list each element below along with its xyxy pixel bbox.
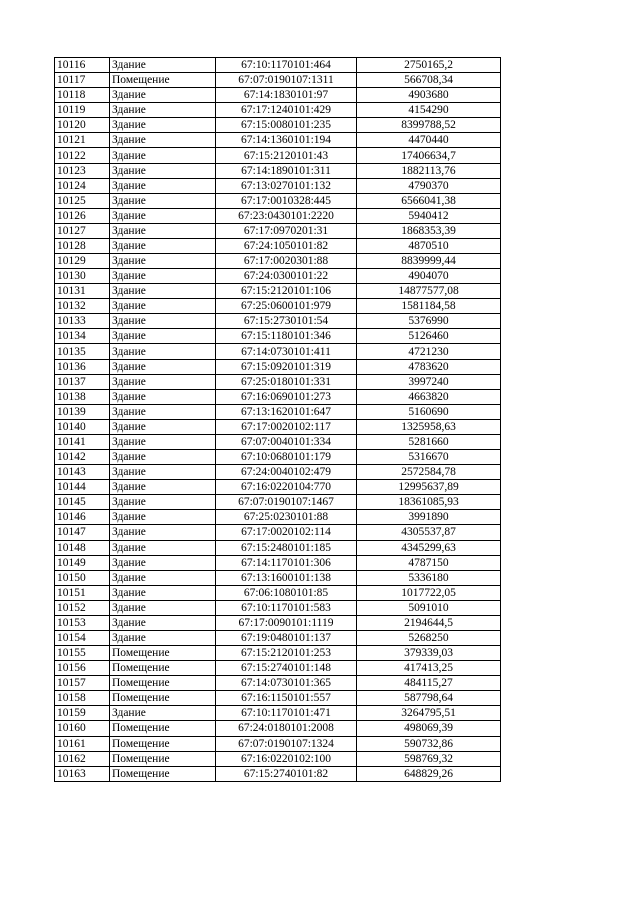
cadastral-value-cell: 5268250 <box>357 630 501 645</box>
cadastral-number-cell: 67:17:0970201:31 <box>216 223 357 238</box>
table-row <box>55 691 501 706</box>
cadastral-value-cell: 12995637,89 <box>357 480 501 495</box>
cadastral-value-cell: 590732,86 <box>357 736 501 751</box>
object-type-cell: Здание <box>110 706 216 721</box>
row-number-cell: 10132 <box>55 299 110 314</box>
cadastral-value-cell: 566708,34 <box>357 73 501 88</box>
row-number-cell: 10119 <box>55 103 110 118</box>
table-row <box>55 223 501 238</box>
table-row <box>55 721 501 736</box>
cadastral-value-cell: 4787150 <box>357 555 501 570</box>
row-number-cell: 10117 <box>55 73 110 88</box>
cadastral-value-cell: 6566041,38 <box>357 193 501 208</box>
cadastral-number-cell: 67:10:1170101:464 <box>216 58 357 73</box>
cadastral-number-cell: 67:17:0010328:445 <box>216 193 357 208</box>
cadastral-number-cell: 67:14:1890101:311 <box>216 163 357 178</box>
table-row <box>55 465 501 480</box>
table-row <box>55 163 501 178</box>
registry-table-body <box>55 58 501 782</box>
row-number-cell: 10163 <box>55 766 110 781</box>
cadastral-number-cell: 67:15:2730101:54 <box>216 314 357 329</box>
cadastral-value-cell: 4663820 <box>357 389 501 404</box>
cadastral-number-cell: 67:17:0090101:1119 <box>216 615 357 630</box>
table-row <box>55 389 501 404</box>
cadastral-number-cell: 67:24:1050101:82 <box>216 238 357 253</box>
row-number-cell: 10130 <box>55 269 110 284</box>
cadastral-value-cell: 587798,64 <box>357 691 501 706</box>
object-type-cell: Здание <box>110 223 216 238</box>
row-number-cell: 10140 <box>55 419 110 434</box>
cadastral-value-cell: 417413,25 <box>357 661 501 676</box>
object-type-cell: Здание <box>110 465 216 480</box>
row-number-cell: 10126 <box>55 208 110 223</box>
row-number-cell: 10127 <box>55 223 110 238</box>
cadastral-value-cell: 5126460 <box>357 329 501 344</box>
cadastral-number-cell: 67:15:2740101:148 <box>216 661 357 676</box>
object-type-cell: Здание <box>110 510 216 525</box>
row-number-cell: 10146 <box>55 510 110 525</box>
cadastral-number-cell: 67:15:0080101:235 <box>216 118 357 133</box>
cadastral-value-cell: 4721230 <box>357 344 501 359</box>
object-type-cell: Здание <box>110 133 216 148</box>
table-row <box>55 329 501 344</box>
row-number-cell: 10120 <box>55 118 110 133</box>
cadastral-value-cell: 2194644,5 <box>357 615 501 630</box>
cadastral-number-cell: 67:14:0730101:411 <box>216 344 357 359</box>
cadastral-value-cell: 498069,39 <box>357 721 501 736</box>
object-type-cell: Здание <box>110 450 216 465</box>
row-number-cell: 10125 <box>55 193 110 208</box>
cadastral-value-cell: 379339,03 <box>357 646 501 661</box>
table-row <box>55 299 501 314</box>
cadastral-number-cell: 67:06:1080101:85 <box>216 585 357 600</box>
cadastral-number-cell: 67:24:0180101:2008 <box>216 721 357 736</box>
cadastral-value-cell: 14877577,08 <box>357 284 501 299</box>
object-type-cell: Здание <box>110 630 216 645</box>
table-row <box>55 178 501 193</box>
row-number-cell: 10141 <box>55 434 110 449</box>
table-row <box>55 284 501 299</box>
row-number-cell: 10138 <box>55 389 110 404</box>
row-number-cell: 10129 <box>55 254 110 269</box>
row-number-cell: 10134 <box>55 329 110 344</box>
object-type-cell: Здание <box>110 434 216 449</box>
cadastral-value-cell: 4345299,63 <box>357 540 501 555</box>
row-number-cell: 10135 <box>55 344 110 359</box>
row-number-cell: 10149 <box>55 555 110 570</box>
object-type-cell: Здание <box>110 389 216 404</box>
cadastral-number-cell: 67:16:1150101:557 <box>216 691 357 706</box>
cadastral-value-cell: 4904070 <box>357 269 501 284</box>
table-row <box>55 344 501 359</box>
object-type-cell: Здание <box>110 344 216 359</box>
object-type-cell: Здание <box>110 600 216 615</box>
cadastral-value-cell: 5091010 <box>357 600 501 615</box>
row-number-cell: 10150 <box>55 570 110 585</box>
object-type-cell: Здание <box>110 88 216 103</box>
object-type-cell: Помещение <box>110 691 216 706</box>
cadastral-number-cell: 67:10:1170101:471 <box>216 706 357 721</box>
object-type-cell: Здание <box>110 178 216 193</box>
row-number-cell: 10128 <box>55 238 110 253</box>
cadastral-value-cell: 1017722,05 <box>357 585 501 600</box>
row-number-cell: 10122 <box>55 148 110 163</box>
cadastral-number-cell: 67:25:0230101:88 <box>216 510 357 525</box>
row-number-cell: 10152 <box>55 600 110 615</box>
table-row <box>55 434 501 449</box>
object-type-cell: Здание <box>110 314 216 329</box>
object-type-cell: Помещение <box>110 646 216 661</box>
row-number-cell: 10137 <box>55 374 110 389</box>
cadastral-value-cell: 5316670 <box>357 450 501 465</box>
row-number-cell: 10142 <box>55 450 110 465</box>
table-row <box>55 646 501 661</box>
table-row <box>55 525 501 540</box>
cadastral-number-cell: 67:13:1620101:647 <box>216 404 357 419</box>
row-number-cell: 10157 <box>55 676 110 691</box>
row-number-cell: 10123 <box>55 163 110 178</box>
object-type-cell: Здание <box>110 525 216 540</box>
object-type-cell: Здание <box>110 238 216 253</box>
table-row <box>55 103 501 118</box>
table-row <box>55 570 501 585</box>
cadastral-value-cell: 648829,26 <box>357 766 501 781</box>
cadastral-value-cell: 5940412 <box>357 208 501 223</box>
cadastral-value-cell: 4783620 <box>357 359 501 374</box>
cadastral-number-cell: 67:19:0480101:137 <box>216 630 357 645</box>
cadastral-number-cell: 67:15:1180101:346 <box>216 329 357 344</box>
cadastral-number-cell: 67:23:0430101:2220 <box>216 208 357 223</box>
cadastral-number-cell: 67:10:0680101:179 <box>216 450 357 465</box>
object-type-cell: Здание <box>110 208 216 223</box>
row-number-cell: 10131 <box>55 284 110 299</box>
table-row <box>55 88 501 103</box>
cadastral-number-cell: 67:16:0690101:273 <box>216 389 357 404</box>
row-number-cell: 10133 <box>55 314 110 329</box>
row-number-cell: 10158 <box>55 691 110 706</box>
table-row <box>55 585 501 600</box>
table-row <box>55 404 501 419</box>
row-number-cell: 10143 <box>55 465 110 480</box>
cadastral-value-cell: 18361085,93 <box>357 495 501 510</box>
cadastral-value-cell: 1868353,39 <box>357 223 501 238</box>
object-type-cell: Здание <box>110 254 216 269</box>
table-row <box>55 495 501 510</box>
cadastral-value-cell: 8839999,44 <box>357 254 501 269</box>
cadastral-value-cell: 4790370 <box>357 178 501 193</box>
row-number-cell: 10121 <box>55 133 110 148</box>
object-type-cell: Здание <box>110 480 216 495</box>
table-row <box>55 419 501 434</box>
cadastral-value-cell: 484115,27 <box>357 676 501 691</box>
table-row <box>55 630 501 645</box>
row-number-cell: 10118 <box>55 88 110 103</box>
cadastral-number-cell: 67:25:0180101:331 <box>216 374 357 389</box>
row-number-cell: 10145 <box>55 495 110 510</box>
cadastral-number-cell: 67:16:0220104:770 <box>216 480 357 495</box>
object-type-cell: Здание <box>110 404 216 419</box>
object-type-cell: Здание <box>110 269 216 284</box>
table-row <box>55 73 501 88</box>
cadastral-value-cell: 5376990 <box>357 314 501 329</box>
object-type-cell: Здание <box>110 555 216 570</box>
cadastral-value-cell: 5281660 <box>357 434 501 449</box>
cadastral-number-cell: 67:14:0730101:365 <box>216 676 357 691</box>
object-type-cell: Здание <box>110 284 216 299</box>
cadastral-value-cell: 2750165,2 <box>357 58 501 73</box>
object-type-cell: Здание <box>110 58 216 73</box>
table-row <box>55 58 501 73</box>
object-type-cell: Здание <box>110 615 216 630</box>
cadastral-number-cell: 67:15:2120101:106 <box>216 284 357 299</box>
object-type-cell: Помещение <box>110 751 216 766</box>
cadastral-number-cell: 67:15:0920101:319 <box>216 359 357 374</box>
cadastral-value-cell: 2572584,78 <box>357 465 501 480</box>
cadastral-number-cell: 67:07:0190107:1324 <box>216 736 357 751</box>
table-row <box>55 193 501 208</box>
cadastral-number-cell: 67:14:1360101:194 <box>216 133 357 148</box>
table-row <box>55 510 501 525</box>
table-row <box>55 540 501 555</box>
registry-table <box>54 57 501 782</box>
object-type-cell: Здание <box>110 163 216 178</box>
table-row <box>55 118 501 133</box>
table-row <box>55 766 501 781</box>
cadastral-value-cell: 3264795,51 <box>357 706 501 721</box>
cadastral-number-cell: 67:07:0190107:1467 <box>216 495 357 510</box>
table-row <box>55 208 501 223</box>
table-row <box>55 148 501 163</box>
row-number-cell: 10136 <box>55 359 110 374</box>
row-number-cell: 10144 <box>55 480 110 495</box>
cadastral-number-cell: 67:13:0270101:132 <box>216 178 357 193</box>
row-number-cell: 10160 <box>55 721 110 736</box>
table-row <box>55 676 501 691</box>
table-row <box>55 374 501 389</box>
cadastral-number-cell: 67:07:0040101:334 <box>216 434 357 449</box>
table-row <box>55 254 501 269</box>
object-type-cell: Здание <box>110 374 216 389</box>
cadastral-value-cell: 5160690 <box>357 404 501 419</box>
cadastral-value-cell: 4870510 <box>357 238 501 253</box>
row-number-cell: 10116 <box>55 58 110 73</box>
row-number-cell: 10155 <box>55 646 110 661</box>
cadastral-number-cell: 67:24:0300101:22 <box>216 269 357 284</box>
object-type-cell: Здание <box>110 570 216 585</box>
object-type-cell: Помещение <box>110 676 216 691</box>
cadastral-value-cell: 5336180 <box>357 570 501 585</box>
cadastral-value-cell: 8399788,52 <box>357 118 501 133</box>
cadastral-number-cell: 67:24:0040102:479 <box>216 465 357 480</box>
row-number-cell: 10159 <box>55 706 110 721</box>
object-type-cell: Здание <box>110 585 216 600</box>
cadastral-number-cell: 67:15:2120101:43 <box>216 148 357 163</box>
object-type-cell: Здание <box>110 148 216 163</box>
object-type-cell: Здание <box>110 540 216 555</box>
row-number-cell: 10147 <box>55 525 110 540</box>
table-row <box>55 480 501 495</box>
cadastral-value-cell: 4154290 <box>357 103 501 118</box>
table-row <box>55 751 501 766</box>
row-number-cell: 10151 <box>55 585 110 600</box>
row-number-cell: 10124 <box>55 178 110 193</box>
table-row <box>55 450 501 465</box>
cadastral-value-cell: 598769,32 <box>357 751 501 766</box>
object-type-cell: Здание <box>110 193 216 208</box>
row-number-cell: 10161 <box>55 736 110 751</box>
row-number-cell: 10154 <box>55 630 110 645</box>
row-number-cell: 10153 <box>55 615 110 630</box>
cadastral-value-cell: 1882113,76 <box>357 163 501 178</box>
object-type-cell: Здание <box>110 103 216 118</box>
cadastral-number-cell: 67:10:1170101:583 <box>216 600 357 615</box>
cadastral-number-cell: 67:14:1170101:306 <box>216 555 357 570</box>
cadastral-number-cell: 67:14:1830101:97 <box>216 88 357 103</box>
table-row <box>55 706 501 721</box>
table-row <box>55 736 501 751</box>
cadastral-value-cell: 4305537,87 <box>357 525 501 540</box>
object-type-cell: Помещение <box>110 766 216 781</box>
cadastral-number-cell: 67:17:0020301:88 <box>216 254 357 269</box>
table-row <box>55 615 501 630</box>
row-number-cell: 10162 <box>55 751 110 766</box>
table-row <box>55 359 501 374</box>
cadastral-value-cell: 3997240 <box>357 374 501 389</box>
object-type-cell: Здание <box>110 299 216 314</box>
row-number-cell: 10148 <box>55 540 110 555</box>
row-number-cell: 10156 <box>55 661 110 676</box>
cadastral-value-cell: 4470440 <box>357 133 501 148</box>
object-type-cell: Здание <box>110 329 216 344</box>
cadastral-value-cell: 1581184,58 <box>357 299 501 314</box>
object-type-cell: Помещение <box>110 661 216 676</box>
cadastral-number-cell: 67:13:1600101:138 <box>216 570 357 585</box>
object-type-cell: Помещение <box>110 721 216 736</box>
cadastral-number-cell: 67:17:1240101:429 <box>216 103 357 118</box>
table-row <box>55 600 501 615</box>
object-type-cell: Здание <box>110 419 216 434</box>
table-row <box>55 238 501 253</box>
cadastral-value-cell: 1325958,63 <box>357 419 501 434</box>
table-row <box>55 269 501 284</box>
table-row <box>55 133 501 148</box>
table-row <box>55 314 501 329</box>
cadastral-number-cell: 67:07:0190107:1311 <box>216 73 357 88</box>
cadastral-number-cell: 67:16:0220102:100 <box>216 751 357 766</box>
cadastral-number-cell: 67:15:2740101:82 <box>216 766 357 781</box>
object-type-cell: Помещение <box>110 736 216 751</box>
cadastral-value-cell: 3991890 <box>357 510 501 525</box>
row-number-cell: 10139 <box>55 404 110 419</box>
table-row <box>55 555 501 570</box>
cadastral-number-cell: 67:17:0020102:117 <box>216 419 357 434</box>
cadastral-number-cell: 67:25:0600101:979 <box>216 299 357 314</box>
object-type-cell: Здание <box>110 495 216 510</box>
cadastral-number-cell: 67:17:0020102:114 <box>216 525 357 540</box>
cadastral-value-cell: 17406634,7 <box>357 148 501 163</box>
object-type-cell: Помещение <box>110 73 216 88</box>
cadastral-number-cell: 67:15:2120101:253 <box>216 646 357 661</box>
cadastral-value-cell: 4903680 <box>357 88 501 103</box>
table-row <box>55 661 501 676</box>
cadastral-number-cell: 67:15:2480101:185 <box>216 540 357 555</box>
object-type-cell: Здание <box>110 118 216 133</box>
object-type-cell: Здание <box>110 359 216 374</box>
